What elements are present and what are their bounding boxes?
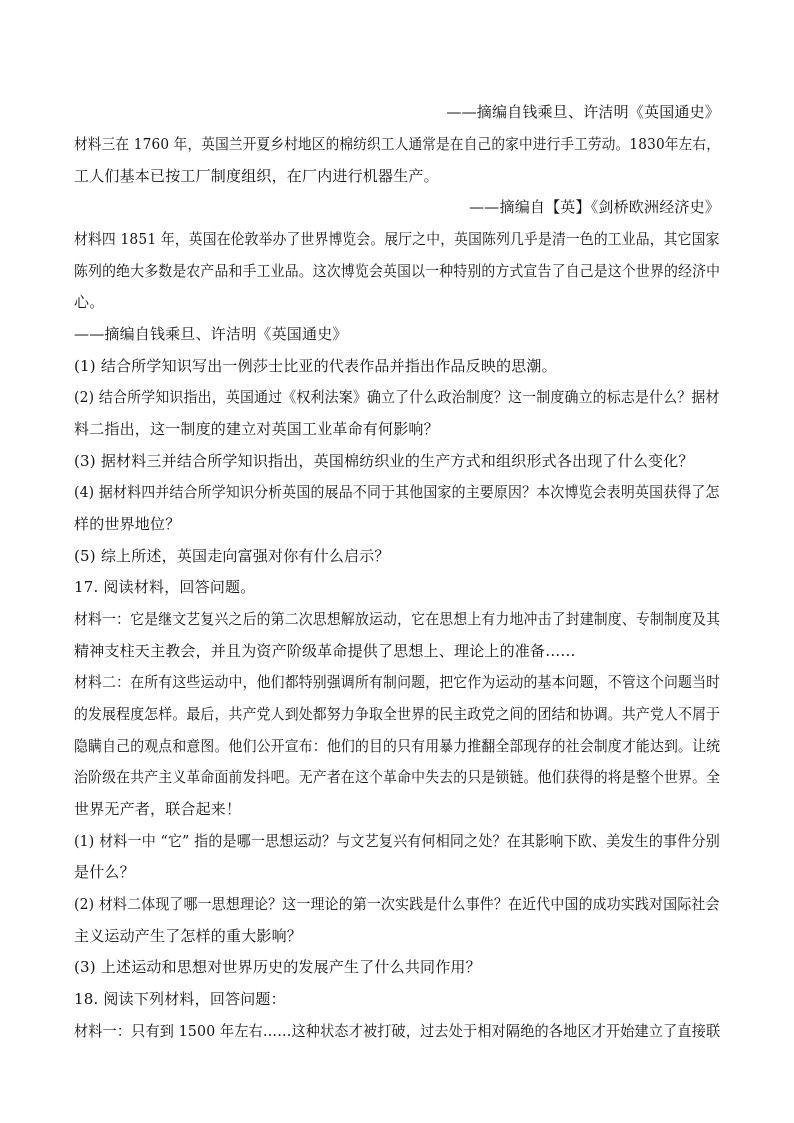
material-three-line: 工人们基本已按工厂制度组织，在厂内进行机器生产。 xyxy=(74,167,439,185)
question-line: (3) 上述运动和思想对世界历史的发展产生了什么共同作用？ xyxy=(74,958,481,976)
material-two-line: 治阶级在共产主义革命面前发抖吧。无产者在这个革命中失去的只是锁链。他们获得的将是整个世界。全 xyxy=(74,768,721,786)
question-line: 是什么？ xyxy=(74,863,135,881)
material-one-line: 材料一：只有到 1500 年左右……这种状态才被打破，过去处于相对隔绝的各地区才开始建立了直接联 xyxy=(74,1022,721,1040)
question-heading: 18. 阅读下列材料，回答问题： xyxy=(74,990,286,1008)
question-line: (1) 结合所学知识写出一例莎士比亚的代表作品并指出作品反映的思潮。 xyxy=(74,357,557,375)
material-two-line: 隐瞒自己的观点和意图。他们公开宣布：他们的目的只有用暴力推翻全部现存的社会制度才能达到。让统 xyxy=(74,737,721,755)
question-line: (4) 据材料四并结合所学知识分析英国的展品不同于其他国家的主要原因？本次博览会表明英国获得了怎 xyxy=(74,483,720,501)
material-one-line: 材料一：它是继文艺复兴之后的第二次思想解放运动，它在思想上有力地冲击了封建制度、专制制度及其 xyxy=(74,610,721,628)
material-four-line: 材料四 1851 年，英国在伦敦举办了世界博览会。展厅之中，英国陈列几乎是清一色的工业品，其它国家 xyxy=(74,230,720,248)
material-two-line: 材料二：在所有这些运动中，他们都特别强调所有制问题，把它作为运动的基本问题，不管这个问题当时 xyxy=(74,673,721,691)
material-three-line: 材料三在 1760 年，英国兰开夏乡村地区的棉纺织工人通常是在自己的家中进行手工劳动。1830年左右， xyxy=(74,135,721,153)
question-line: 样的世界地位？ xyxy=(74,515,181,533)
question-line: (5) 综上所述，英国走向富强对你有什么启示？ xyxy=(74,547,390,565)
material-four-line: 心。 xyxy=(74,293,105,311)
question-line: 主义运动产生了怎样的重大影响？ xyxy=(74,927,303,945)
question-line: (1) 材料一中 “它” 指的是哪一思想运动？与文艺复兴有何相同之处？在其影响下欧、美发生的事件分别 xyxy=(74,832,720,850)
question-line: 料二指出，这一制度的建立对英国工业革命有何影响？ xyxy=(74,420,439,438)
citation-line: ——摘编自钱乘旦、许洁明《英国通史》 xyxy=(74,325,348,343)
citation-line: ——摘编自钱乘旦、许洁明《英国通史》 xyxy=(446,103,720,121)
material-two-line: 世界无产者，联合起来！ xyxy=(74,800,242,818)
question-line: (3) 据材料三并结合所学知识指出，英国棉纺织业的生产方式和组织形式各出现了什么变化？ xyxy=(74,452,694,470)
question-heading: 17. 阅读材料，回答问题。 xyxy=(74,578,256,596)
citation-line: ——摘编自【英】《剑桥欧洲经济史》 xyxy=(469,198,720,216)
question-line: (2) 结合所学知识指出，英国通过《权利法案》确立了什么政治制度？这一制度确立的标志是什么？据材 xyxy=(74,388,720,406)
material-four-line: 陈列的绝大多数是农产品和手工业品。这次博览会英国以一种特别的方式宣告了自己是这个世界的经济中 xyxy=(74,262,721,280)
material-two-line: 的发展程度怎样。最后，共产党人到处都努力争取全世界的民主政党之间的团结和协调。共产党人不屑于 xyxy=(74,705,721,723)
question-line: (2) 材料二体现了哪一思想理论？这一理论的第一次实践是什么事件？在近代中国的成功实践对国际社会 xyxy=(74,895,720,913)
material-one-line: 精神支柱天主教会，并且为资产阶级革命提供了思想上、理论上的准备…… xyxy=(74,642,576,660)
